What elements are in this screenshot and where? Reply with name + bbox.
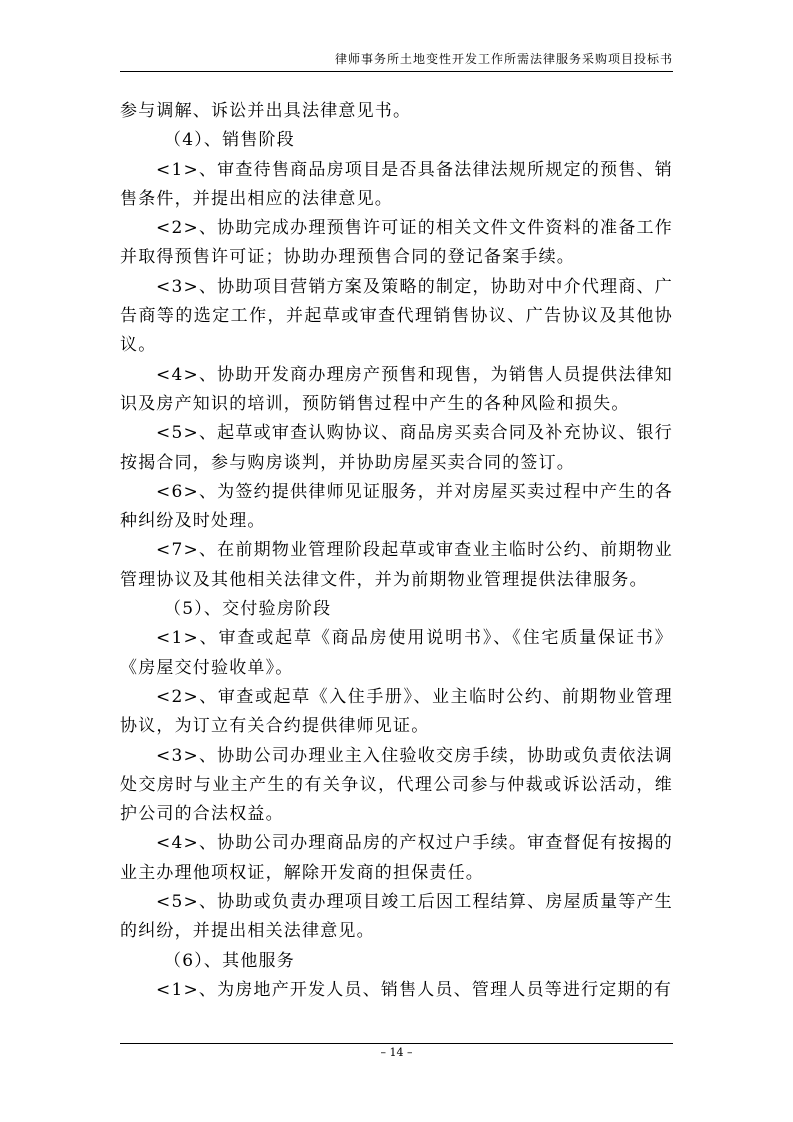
document-body bbox=[120, 97, 673, 1005]
list-item: <5>、协助或负责办理项目竣工后因工程结算、房屋质量等产生的纠纷，并提出相关法律意见。 bbox=[120, 892, 673, 942]
page-number: – 14 – bbox=[380, 1046, 413, 1059]
list-item: <3>、协助公司办理业主入住验收交房手续，协助或负责依法调处交房时与业主产生的有关争议，代理公司参与仲裁或诉讼活动，维护公司的合法权益。 bbox=[120, 745, 673, 825]
footer-divider bbox=[120, 1043, 673, 1044]
list-item: <6>、为签约提供律师见证服务，并对房屋买卖过程中产生的各种纠纷及时处理。 bbox=[120, 481, 673, 532]
list-item: <1>、审查待售商品房项目是否具备法律法规所规定的预售、销售条件，并提出相应的法律意见。 bbox=[120, 159, 673, 209]
list-item: <2>、审查或起草《入住手册》、业主临时公约、前期物业管理协议，为订立有关合约提供律师见证。 bbox=[120, 686, 673, 737]
list-item: <1>、为房地产开发人员、销售人员、管理人员等进行定期的有 bbox=[156, 979, 673, 1000]
list-item: <5>、起草或审查认购协议、商品房买卖合同及补充协议、银行按揭合同，参与购房谈判，并协助房屋买卖合同的签订。 bbox=[120, 423, 673, 473]
list-item: <1>、审查或起草《商品房使用说明书》、《住宅质量保证书》《房屋交付验收单》。 bbox=[120, 628, 673, 678]
list-item: <7>、在前期物业管理阶段起草或审查业主临时公约、前期物业管理协议及其他相关法律文件，并为前期物业管理提供法律服务。 bbox=[120, 540, 673, 590]
section-heading-delivery: （5）、交付验房阶段 bbox=[164, 599, 332, 620]
continuation-paragraph: 参与调解、诉讼并出具法律意见书。 bbox=[120, 101, 412, 121]
list-item: <3>、协助项目营销方案及策略的制定，协助对中介代理商、广告商等的选定工作，并起草或审查代理销售协议、广告协议及其他协议。 bbox=[120, 276, 673, 356]
list-item: <4>、协助公司办理商品房的产权过户手续。审查督促有按揭的业主办理他项权证，解除开发商的担保责任。 bbox=[120, 833, 673, 883]
section-heading-other: （6）、其他服务 bbox=[164, 950, 295, 971]
page-header: 律师事务所土地变性开发工作所需法律服务采购项目投标书 bbox=[120, 52, 673, 72]
section-heading-sales: （4）、销售阶段 bbox=[164, 130, 295, 151]
list-item: <2>、协助完成办理预售许可证的相关文件文件资料的准备工作并取得预售许可证；协助办理预售合同的登记备案手续。 bbox=[120, 218, 673, 268]
list-item: <4>、协助开发商办理房产预售和现售，为销售人员提供法律知识及房产知识的培训，预防销售过程中产生的各种风险和损失。 bbox=[120, 364, 673, 414]
